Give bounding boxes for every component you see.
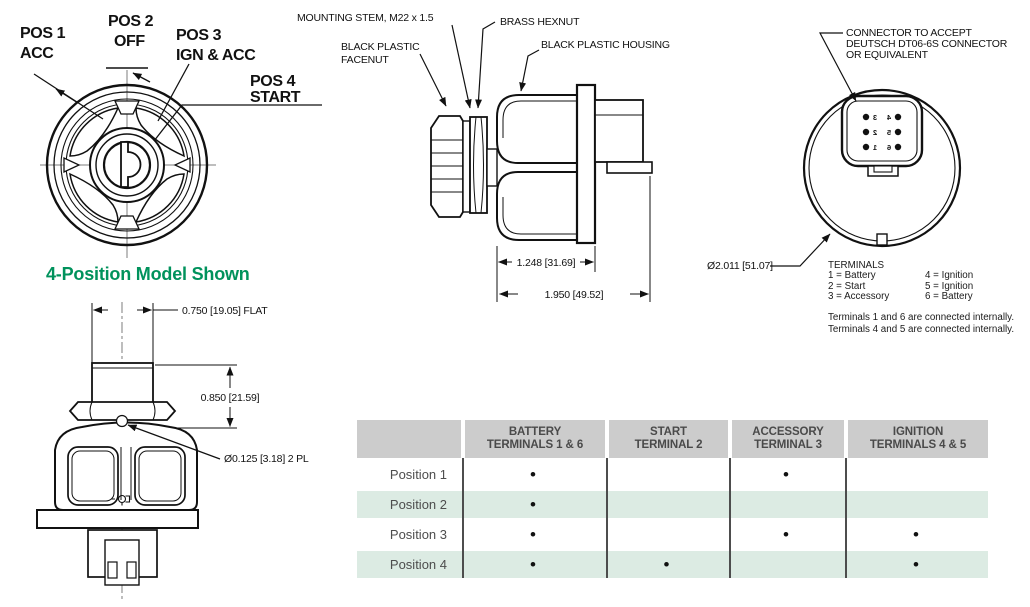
cell-accessory: •: [783, 524, 789, 544]
cell-ignition: [844, 461, 988, 489]
cell-ignition: [844, 491, 988, 519]
table-column-divider: [606, 458, 608, 578]
terminal-map-3: 3 = Accessory: [828, 291, 890, 302]
cell-start: •: [663, 554, 670, 574]
dim-holes: Ø0.125 [3.18] 2 PL: [224, 453, 309, 465]
housing-key-notch: [877, 234, 887, 245]
dowel-hole: [117, 416, 128, 427]
mounting-flange: [37, 510, 198, 528]
connector-label-line2: DEUTSCH DT06-6S CONNECTOR: [846, 38, 1008, 50]
table-column-divider: [845, 458, 847, 578]
terminals-legend: [828, 260, 1030, 337]
terminal-map-1: 1 = Battery: [828, 270, 876, 281]
position-terminal-table: [357, 420, 988, 578]
pos3-label-line1: POS 3: [176, 27, 222, 44]
stem-profile: [487, 149, 497, 186]
stem-front: [92, 363, 153, 403]
cell-start: [605, 461, 728, 489]
table-header-accessory: ACCESSORY TERMINAL 3: [732, 420, 844, 458]
cell-accessory: [728, 491, 844, 519]
pin-label-3: 3: [872, 113, 878, 122]
row-label: Position 3: [389, 526, 447, 542]
cell-battery: •: [530, 494, 536, 514]
mounting-plate: [577, 85, 595, 243]
deutsch-connector: [842, 96, 922, 166]
terminals-heading: TERMINALS: [828, 260, 885, 271]
pin-label-5: 5: [886, 128, 892, 137]
dim-height: 0.850 [21.59]: [200, 392, 260, 404]
pin-label-2: 2: [872, 128, 878, 137]
cell-battery: •: [530, 524, 536, 544]
pos4-label-line1: POS 4: [250, 73, 296, 90]
pin-label-1: 1: [872, 143, 878, 152]
hexnut-profile: [470, 117, 487, 213]
terminal-map-4: 4 = Ignition: [925, 270, 974, 281]
pin-label-6: 6: [886, 143, 892, 152]
connector-label-line1: CONNECTOR TO ACCEPT: [846, 27, 972, 39]
front-view-key-cylinder: [90, 128, 164, 202]
terminal-map-5: 5 = Ignition: [925, 280, 974, 292]
cell-start: [605, 491, 728, 519]
table-header-battery: BATTERY TERMINALS 1 & 6: [465, 420, 605, 458]
table-row-position-3: [357, 521, 988, 549]
side-view-part: [431, 85, 652, 243]
cell-ignition: •: [913, 554, 919, 574]
side-view-drawing: [290, 0, 700, 320]
row-label: Position 4: [389, 556, 447, 572]
connector-label-line3: OR EQUIVALENT: [846, 49, 928, 61]
dim-flat: 0.750 [19.05] FLAT: [182, 305, 268, 317]
right-lobe: [135, 447, 185, 505]
pos2-label-line1: POS 2: [108, 13, 154, 30]
row-label: Position 2: [389, 496, 447, 512]
cell-battery: •: [530, 464, 536, 484]
pos3-label-line2: IGN & ACC: [176, 47, 256, 64]
row-label: Position 1: [389, 466, 447, 482]
terminals-note-1: Terminals 1 and 6 are connected internally.: [828, 311, 1015, 323]
table-row-position-1: [357, 461, 988, 489]
housing-bottom-lobe: [497, 172, 577, 240]
housing-top-lobe: [497, 95, 577, 163]
dim-overall-width: 1.950 [49.52]: [544, 289, 604, 301]
bottom-view-drawing: [20, 300, 360, 607]
pos2-label-line2: OFF: [114, 33, 145, 50]
pos1-label-line2: ACC: [20, 45, 54, 62]
table-header-blank: [357, 420, 461, 458]
cell-ignition: •: [913, 524, 919, 544]
cell-battery: •: [530, 554, 536, 574]
rear-view-body: [804, 90, 960, 246]
table-header-start: START TERMINAL 2: [609, 420, 728, 458]
terminals-note-2: Terminals 4 and 5 are connected internally.: [828, 324, 1015, 335]
washer-profile: [463, 121, 470, 212]
table-column-divider: [462, 458, 464, 578]
terminal-map-2: 2 = Start: [828, 280, 866, 292]
cell-start: [605, 521, 728, 549]
pos1-label-line1: POS 1: [20, 25, 66, 42]
cell-accessory: [728, 551, 844, 579]
model-caption: 4-Position Model Shown: [46, 264, 250, 284]
facenut-label-line1: BLACK PLASTIC: [341, 41, 420, 53]
rear-housing-block: [595, 100, 643, 162]
dim-flat-group: [92, 303, 178, 368]
table-row-position-4: [357, 551, 988, 579]
dim-diameter: Ø2.011 [51.07]: [707, 260, 773, 272]
left-lobe: [68, 447, 118, 505]
brass-hexnut-label: BRASS HEXNUT: [500, 16, 580, 28]
connector-shroud-bar: [607, 162, 652, 173]
bottom-view-part: [37, 363, 198, 585]
pos4-label-line2: START: [250, 89, 301, 106]
table-header-ignition: IGNITION TERMINALS 4 & 5: [848, 420, 988, 458]
pin-label-4: 4: [886, 113, 892, 122]
table-row-position-2: [357, 491, 988, 519]
table-header-row: [357, 420, 988, 458]
dim-body-width: 1.248 [31.69]: [516, 257, 576, 269]
terminal-map-6: 6 = Battery: [925, 291, 973, 302]
cell-accessory: •: [783, 464, 789, 484]
housing-label: BLACK PLASTIC HOUSING: [541, 39, 670, 51]
facenut-label-line2: FACENUT: [341, 54, 389, 66]
mounting-stem-label: MOUNTING STEM, M22 x 1.5: [297, 12, 434, 24]
table-column-divider: [729, 458, 731, 578]
